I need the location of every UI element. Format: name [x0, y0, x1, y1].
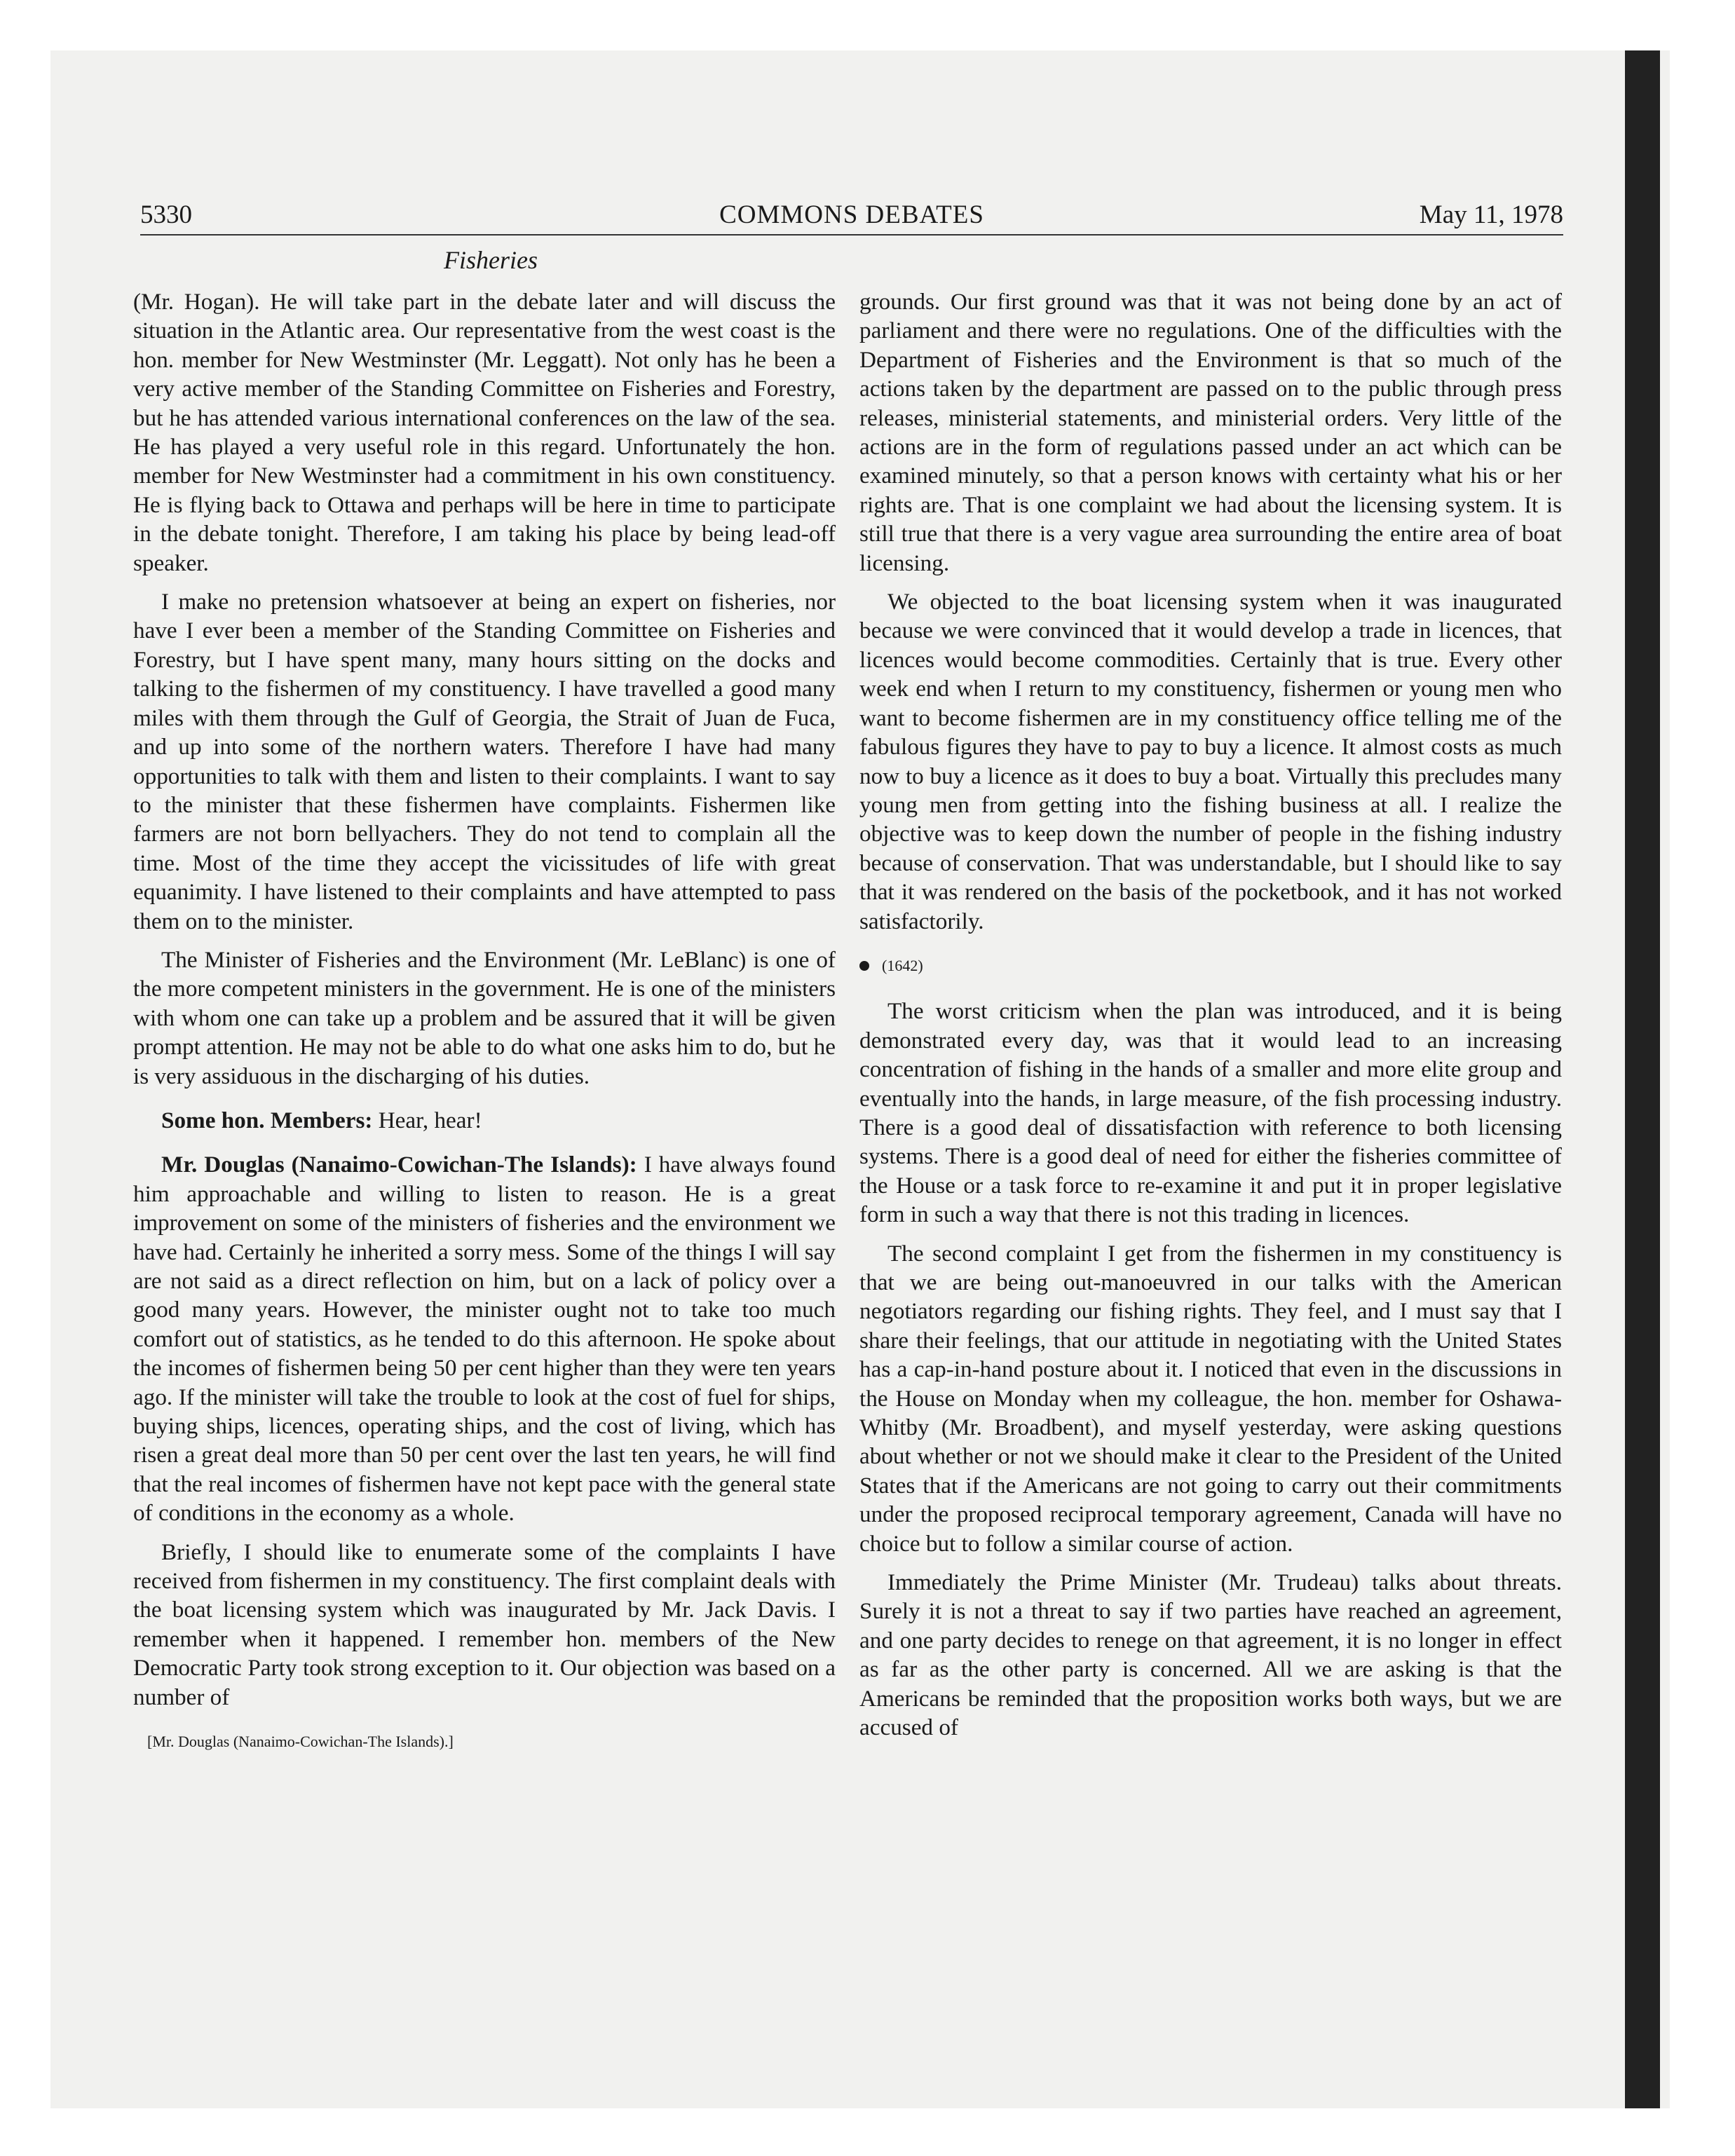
speech-text: I have always found him approachable and willing to listen to reason. He is a great improvement on some of the ministers of fisheries and the environment we have had. Certainly he inherited a sorry mess. Some of the things I will say are not said as a direct reflection on him, but on a lack of policy over a good many years. However, the minister ought not to take too much comfort out of statistics, as he tended to do this afternoon. He spoke about the incomes of fishermen being 50 per cent higher than they were ten years ago. If the minister will take the trouble to look at the cost of fuel for ships, buying ships, licences, operating ships, and the cost of living, which has risen a great deal more than 50 per cent over the last ten years, he will find that the real incomes of fishermen have not kept pace with the general state of conditions in the economy as a whole.: [133, 1152, 836, 1527]
paragraph: Immediately the Prime Minister (Mr. Trudeau) talks about threats. Surely it is not a threat to say if two parties have reached an agreement, and one party decides to renege on that agreement, it is no longer in effect as far as the other party is concerned. All we are asking is that the Americans be reminded that the proposition works both ways, but we are accused of: [859, 1569, 1562, 1741]
page-header: [140, 198, 1563, 236]
bullet-icon: [859, 961, 869, 971]
paragraph: The second complaint I get from the fishermen in my constituency is that we are being out-manoeuvred in our talks with the American negotiators regarding our fishing rights. They feel, and I must say that I share their feelings, that our attitude in negotiating with the United States has a cap-in-hand posture about it. I noticed that even in the discussions in the House on Monday when my colleague, the hon. member for Oshawa-Whitby (Mr. Broadbent), and myself yesterday, were asking questions about whether or not we should make it clear to the President of the United States that if the Americans are not going to carry out their commitments under the proposed reciprocal temporary agreement, Canada will have no choice but to follow a similar course of action.: [859, 1240, 1562, 1557]
interjection-text: Hear, hear!: [378, 1107, 482, 1133]
paragraph: The Minister of Fisheries and the Environment (Mr. LeBlanc) is one of the more competent ministers in the government. He is one of the ministers with whom one can take up a problem and be assured that it will be given prompt attention. He may not be able to do what one asks him to do, but he is very assiduous in the discharging of his duties.: [133, 946, 836, 1089]
subject-heading: Fisheries: [444, 246, 538, 274]
speech-paragraph: [133, 1150, 836, 1527]
speech-speaker: Mr. Douglas (Nanaimo-Cowichan-The Islands):: [161, 1152, 637, 1178]
page-number: 5330: [140, 200, 192, 229]
paragraph: Briefly, I should like to enumerate some of the complaints I have received from fishermen in my constituency. The first complaint deals with the boat licensing system which was inaugurated by Mr. Jack Davis. I remember when it happened. I remember hon. members of the New Democratic Party took strong exception to it. Our objection was based on a number of: [133, 1538, 836, 1710]
publication-date: May 11, 1978: [1419, 200, 1563, 229]
paragraph: We objected to the boat licensing system when it was inaugurated because we were convinced that it would develop a trade in licences, that licences would become commodities. Certainly that is true. Every other week end when I return to my constituency, fishermen or young men who want to become fishermen are in my constituency office telling me of the fabulous figures they have to pay to buy a licence. It almost costs as much now to buy a licence as it does to buy a boat. Virtually this precludes many young men from getting into the fishing business at all. I realize the objective was to keep down the number of people in the fishing industry because of conservation. That was understandable, but I should like to say that it was rendered on the basis of the pocketbook, and it has not worked satisfactorily.: [859, 589, 1562, 934]
scan-edge-bar: [1625, 50, 1660, 2108]
paragraph: grounds. Our first ground was that it was not being done by an act of parliament and there were no regulations. One of the difficulties with the Department of Fisheries and the Environment is that so much of the actions taken by the department are passed on to the public through press releases, ministerial statements, and ministerial orders. Very little of the actions are in the form of regulations passed under an act which can be examined minutely, so that a person knows with certainty what his or her rights are. That is one complaint we had about the licensing system. It is still true that there is a very vague area surrounding the entire area of boat licensing.: [859, 289, 1562, 576]
left-column: [133, 287, 836, 1756]
publication-title: COMMONS DEBATES: [719, 200, 984, 229]
interjection: [133, 1106, 836, 1135]
paragraph: (Mr. Hogan). He will take part in the debate later and will discuss the situation in the Atlantic area. Our representative from the west coast is the hon. member for New Westminster (Mr. Leggatt). Not only has he been a very active member of the Standing Committee on Fisheries and Forestry, but he has attended various international conferences on the law of the sea. He has played a very useful role in this regard. Unfortunately the hon. member for New Westminster had a commitment in his own constituency. He is flying back to Ottawa and perhaps will be here in time to participate in the debate tonight. Therefore, I am taking his place by being lead-off speaker.: [133, 289, 836, 576]
right-column: [859, 287, 1562, 1742]
speaker-footnote: [Mr. Douglas (Nanaimo-Cowichan-The Islands).]: [147, 1733, 454, 1751]
paragraph: The worst criticism when the plan was introduced, and it is being demonstrated every day, was that it would lead to an increasing concentration of fishing in the hands of a smaller and more elite group and eventually into the hands, in large measure, of the fish processing industry. There is a good deal of dissatisfaction with reference to both licensing systems. There is a good deal of need for either the fisheries committee of the House or a task force to re-examine it and put it in proper legislative form in such a way that there is not this trading in licences.: [859, 998, 1562, 1228]
time-marker: [859, 951, 1562, 980]
interjection-speaker: Some hon. Members:: [161, 1107, 373, 1133]
paragraph: I make no pretension whatsoever at being an expert on fisheries, nor have I ever been a member of the Standing Committee on Fisheries and Forestry, but I have spent many, many hours sitting on the docks and talking to the fishermen of my constituency. I have travelled a good many miles with them through the Gulf of Georgia, the Strait of Juan de Fuca, and up into some of the northern waters. Therefore I have had many opportunities to talk with them and listen to their complaints. I want to say to the minister that these fishermen have complaints. Fishermen like farmers are not born bellyachers. They do not tend to complain all the time. Most of the time they accept the vicissitudes of life with great equanimity. I have listened to their complaints and have attempted to pass them on to the minister.: [133, 589, 836, 934]
time-marker-text: (1642): [882, 956, 923, 974]
